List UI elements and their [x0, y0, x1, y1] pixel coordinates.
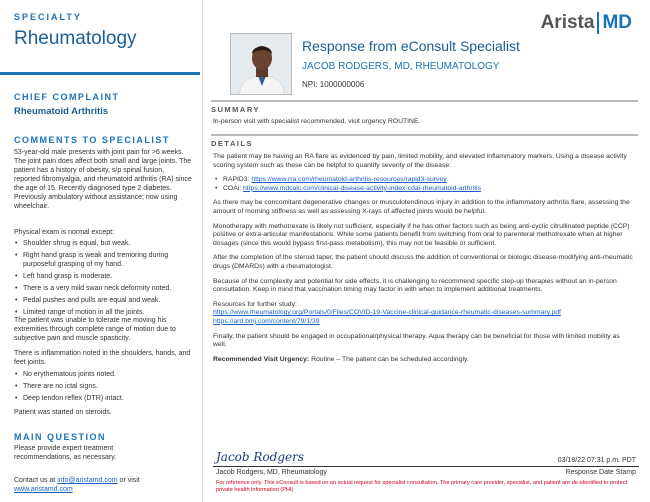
details-body: [213, 153, 635, 370]
list-item: • Right hand grasp is weak and tremoring during purposeful grasping of my hand.: [14, 251, 192, 269]
comments-title: COMMENTS TO SPECIALIST: [14, 135, 170, 145]
sidebar-paragraph: The patient was unable to tolerate me moving his extremities through complete range of motion due to subjective pain and muscle spasticity.: [14, 317, 176, 342]
list-item: • Limited range of motion in all the joints.: [14, 308, 192, 317]
details-paragraph: Monotherapy with methotrexate is likely not sufficient, especially if he has other factors such as being anti-cyclic citrullinated peptide (CCP) positive or extra-articular manifestations. While some patients benefit from switching from oral to parenteral methotrexate when at higher dosages (since this would bypass first-pass metabolism), this may not be feasible or sufficient.: [213, 222, 630, 247]
specialist-photo: [230, 33, 292, 95]
resource-link-1[interactable]: https://www.rheumatology.org/Portals/0/Files/COVID-19-Vaccine-clinical-guidance-rheumatic-diseases-summary.pdf: [213, 309, 561, 317]
contact-email-link[interactable]: info@aristamd.com: [57, 477, 118, 484]
specialist-name: JACOB RODGERS, MD, RHEUMATOLOGY: [302, 61, 500, 72]
date-stamp-label: Response Date Stamp: [565, 469, 636, 476]
specialist-npi: NPI: 1000000006: [302, 80, 365, 89]
details-paragraph: After the completion of the steroid taper, the patient should discuss the addition of conventional or biologic disease-modifying anti-rheumatic drugs (DMARDs) with a rheumatologist.: [213, 254, 633, 270]
exam-intro: Physical exam is normal except:: [14, 229, 114, 236]
details-paragraph: Finally, the patient should be engaged in occupational/physical therapy. Aqua therapy can be beneficial for those with limited mobility as well.: [213, 332, 620, 349]
score-links-list: [213, 176, 635, 193]
sidebar-divider: [0, 72, 200, 75]
list-item: • Left hand grasp is moderate.: [14, 272, 192, 281]
specialty-name: Rheumatology: [14, 28, 137, 49]
comments-paragraph: 53-year-old male presents with joint pain for >6 weeks. The joint pain does affect both small and large joints. The patient has a history of obesity, s/p spinal fusion, reported fibromyalgia, and rheumatoid arthritis (RA) since the age of 15. Recently diagnosed type 2 diabetes. Previously ambulatory without assistance; now using wheelchair.: [14, 149, 192, 210]
list-item: • Pedal pushes and pulls are equal and weak.: [14, 296, 192, 305]
list-item: • Deep tendon reflex (DTR) intact.: [14, 394, 192, 403]
main-question-text: Please provide expert treatment recommendations, as necessary.: [14, 445, 117, 461]
list-item: • No erythematous joints noted.: [14, 370, 192, 379]
summary-header: SUMMARY: [211, 100, 638, 114]
aristamd-logo: [541, 12, 632, 34]
details-header: DETAILS: [211, 134, 638, 148]
specialty-label: SPECIALTY: [14, 12, 82, 22]
details-paragraph: The patient may be having an RA flare as evidenced by pain, limited mobility, and elevated inflammatory markers. Using a disease activity scoring system such as these can be helpful to quantify severity of the disease:: [213, 153, 627, 169]
avatar: [231, 34, 292, 95]
response-title: Response from eConsult Specialist: [302, 38, 520, 54]
logo-md: MD: [597, 12, 632, 34]
rapid3-label: RAPID3:: [223, 176, 252, 184]
exam-list: [14, 239, 192, 320]
contact-prefix: Contact us at: [14, 477, 58, 484]
chief-complaint-value: Rheumatoid Arthritis: [14, 106, 109, 117]
urgency-label: Recommended Visit Urgency:: [213, 355, 310, 363]
resources-block: [213, 301, 635, 327]
resource-link-2[interactable]: https://ard.bmj.com/content/79/1/39: [213, 317, 320, 325]
signature-line: [213, 466, 639, 467]
list-item: • Shoulder shrug is equal, but weak.: [14, 239, 192, 248]
logo-arista: Arista: [540, 12, 595, 33]
details-paragraph: As there may be concomitant degenerative changes or musculotendinous injury in addition to the inflammatory arthritis flare, assessing the amount of morning stiffness as well as assessing X-rays of affected joints would be helpful.: [213, 199, 630, 215]
steroids-note: Patient was started on steroids.: [14, 409, 112, 416]
disclaimer-text: For reference only. This eConsult is based on an actual request for specialist consultation. The primary care provider, specialist, and patient are de-identified to protect private health information (PHI): [216, 480, 628, 493]
column-divider: [202, 0, 203, 502]
summary-paragraph: In-person visit with specialist recommended, visit urgency ROUTINE.: [213, 118, 421, 125]
findings-list: [14, 370, 192, 406]
summary-text: [213, 118, 635, 133]
signature-image: Jacob Rodgers: [216, 450, 305, 464]
rapid3-link[interactable]: https://www.rra.com/rheumatoid-arthritis-resources/rapid3-survey: [251, 176, 447, 184]
list-item: • There are no ictal signs.: [14, 382, 192, 391]
main-question-title: MAIN QUESTION: [14, 432, 107, 442]
resources-label: Resources for further study:: [213, 300, 297, 308]
contact-mid: or visit: [117, 477, 140, 484]
coai-link[interactable]: https://www.mdcalc.com/clinical-disease-activity-index-cdai-rheumatoid-arthritis: [243, 184, 481, 192]
urgency-text: Routine – The patient can be scheduled accordingly.: [309, 355, 469, 363]
response-date: 03/18/22 07:31 p.m. PDT: [557, 457, 636, 464]
list-item: • There is a very mild swan neck deformity noted.: [14, 284, 192, 293]
sidebar-paragraph: There is inflammation noted in the shoulders, hands, and feet joints.: [14, 350, 191, 366]
chief-complaint-title: CHIEF COMPLAINT: [14, 92, 120, 102]
signer-name: Jacob Rodgers, MD, Rheumatology: [216, 469, 327, 476]
list-item: [213, 185, 635, 194]
contact-info: [14, 476, 140, 494]
details-paragraph: Because of the complexity and potential for side effects, it is challenging to recommend specific step-up therapies without an in-person consultation. Keep in mind that vaccination timing may factor in with when to implement additional treatments.: [213, 277, 617, 294]
coai-label: COAi:: [223, 184, 244, 192]
urgency-line: [213, 356, 635, 365]
website-link[interactable]: www.aristamd.com: [14, 486, 73, 493]
sidebar: [0, 0, 200, 502]
list-item: [213, 176, 635, 185]
